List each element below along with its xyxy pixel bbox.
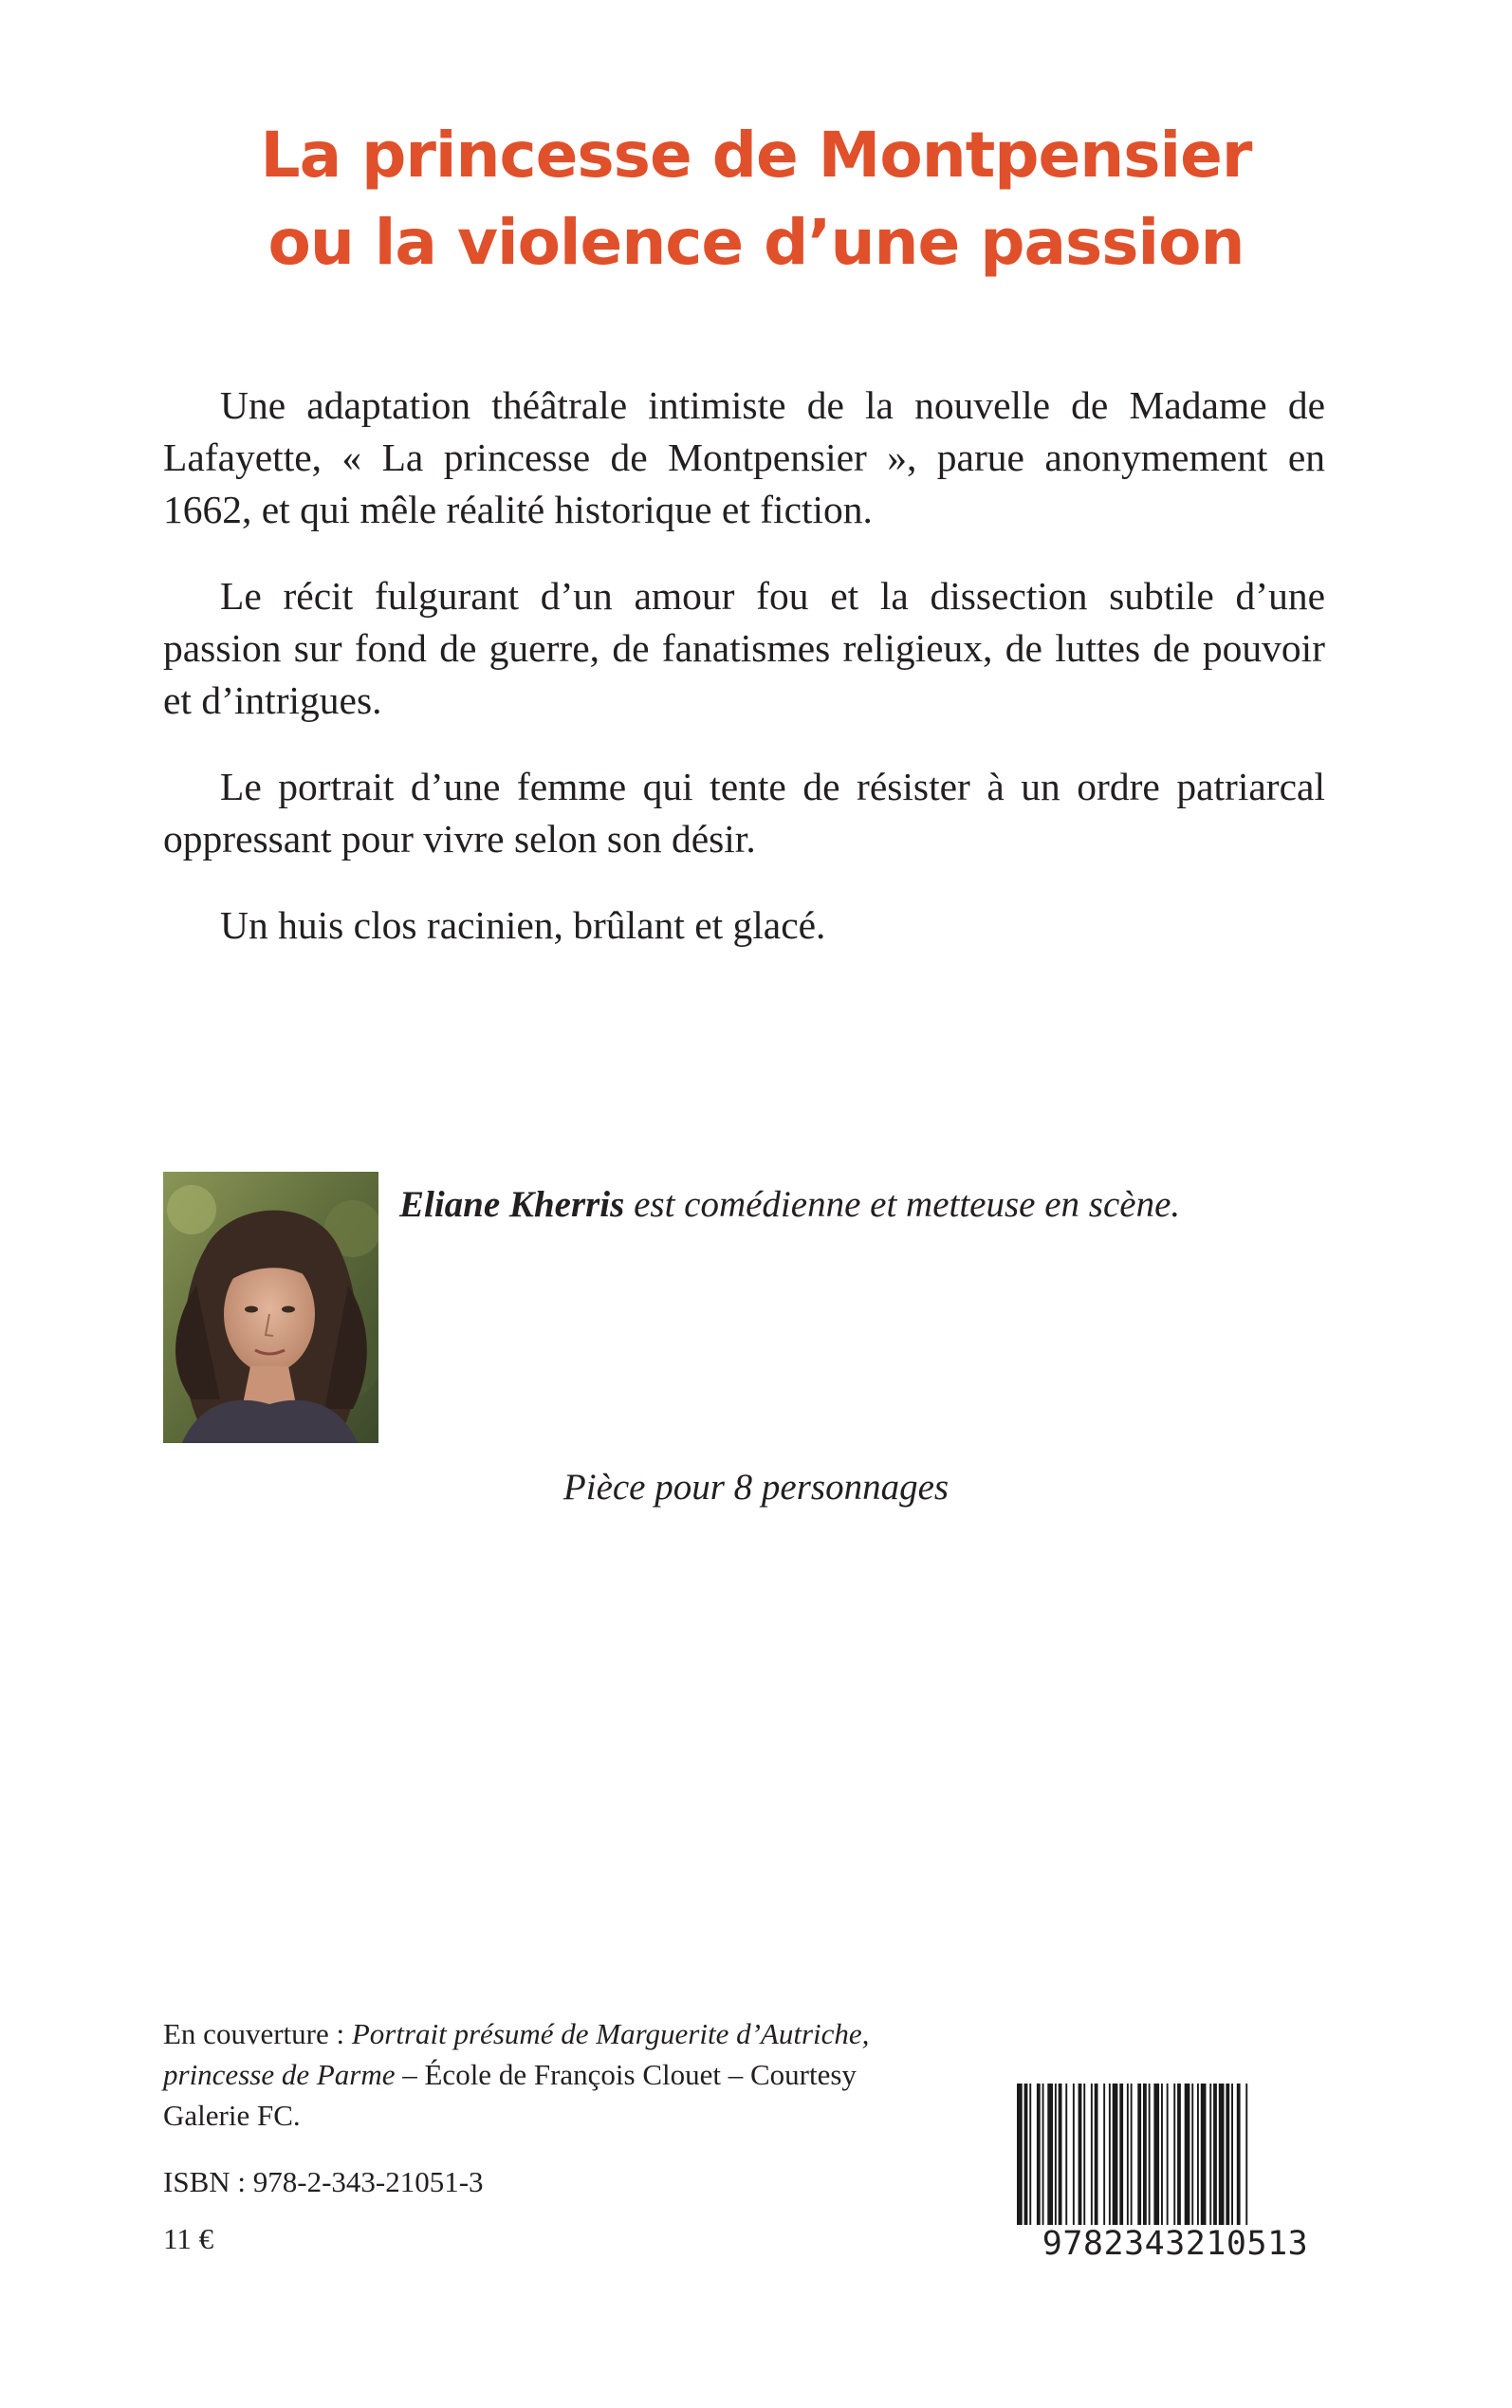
author-name: Eliane Kherris xyxy=(399,1184,625,1225)
barcode-digits: 9782343210513 xyxy=(1013,2225,1337,2263)
back-cover-blurb xyxy=(163,380,1325,986)
author-bio-text: est comédienne et metteuse en scène. xyxy=(624,1184,1181,1225)
book-title-line-1: La princesse de Montpensier xyxy=(260,119,1252,192)
cast-note: Pièce pour 8 personnages xyxy=(562,1467,950,1508)
isbn: ISBN : 978-2-343-21051-3 xyxy=(163,2165,484,2198)
author-bio xyxy=(399,1183,1180,1226)
cover-credits xyxy=(163,2013,922,2136)
blurb-paragraph-1: Une adaptation théâtrale intimiste de la nouvelle de Madame de Lafayette, « La princesse de Montpensier », parue anonymement en 1662, et qui mêle réalité historique et fiction. xyxy=(163,383,1325,531)
credits-suffix: – École de François Clouet – Courtesy Galerie FC. xyxy=(163,2058,857,2132)
credits-artwork-title: Portrait présumé de Marguerite d’Autriche, princesse de Parme xyxy=(163,2017,870,2091)
blurb-paragraph-4: Un huis clos racinien, brûlant et glacé. xyxy=(220,903,826,947)
price: 11 € xyxy=(163,2222,214,2255)
blurb-paragraph-2: Le récit fulgurant d’un amour fou et la dissection subtile d’une passion sur fond de guerre, de fanatismes religieux, de luttes de pouvoir et d’intrigues. xyxy=(163,574,1325,722)
book-title xyxy=(0,112,1512,287)
credits-prefix: En couverture : xyxy=(163,2017,352,2050)
author-photo xyxy=(163,1172,378,1443)
book-title-line-2: ou la violence d’une passion xyxy=(267,206,1245,279)
blurb-paragraph-3: Le portrait d’une femme qui tente de résister à un ordre patriarcal oppressant pour vivre selon son désir. xyxy=(163,765,1325,861)
